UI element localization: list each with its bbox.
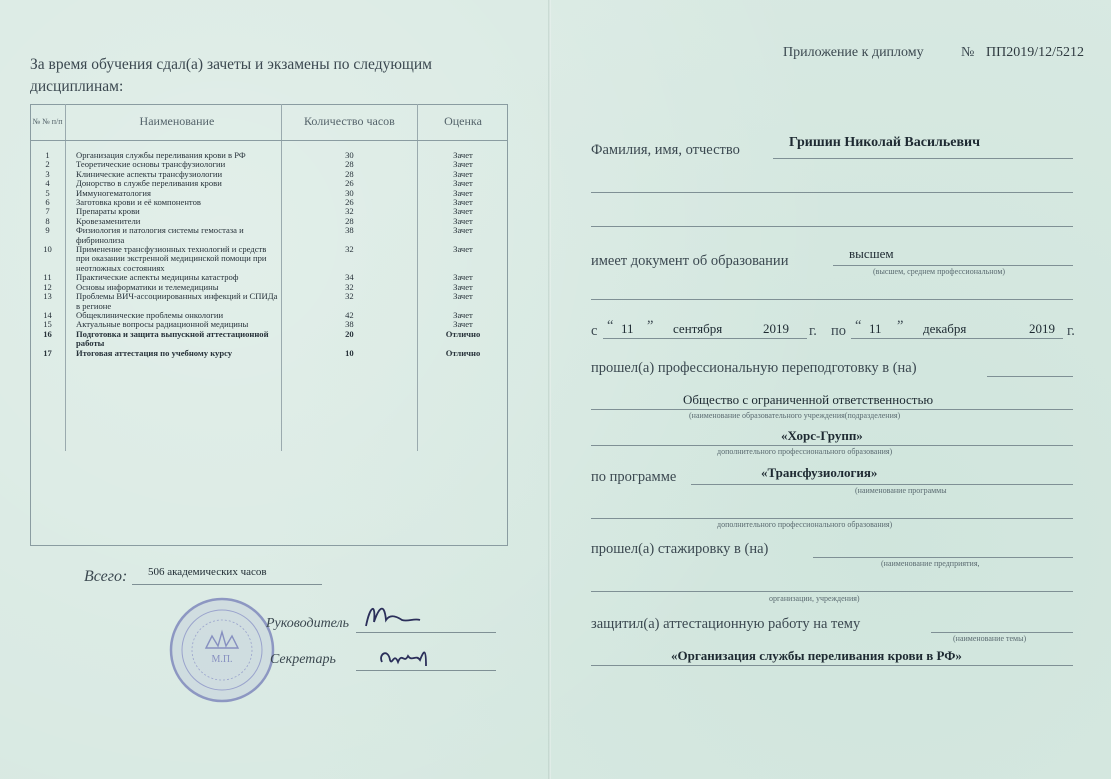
row-grade: Зачет xyxy=(453,281,473,292)
internship-line xyxy=(813,557,1073,558)
row-hours: 30 xyxy=(281,141,417,161)
row-grade: Отлично xyxy=(445,347,481,358)
row-hours: 26 xyxy=(281,179,417,188)
row-grade: Зачет xyxy=(453,309,473,320)
date-from-day: 11 xyxy=(621,321,634,336)
appendix-number: ПП2019/12/5212 xyxy=(986,45,1084,60)
quote-close-1: ” xyxy=(647,318,654,334)
edu-hint: (высшем, среднем профессиональном) xyxy=(873,267,1006,276)
row-number: 17 xyxy=(30,349,66,358)
row-discipline: Актуальные вопросы радиационной медицины xyxy=(66,320,282,329)
table-row xyxy=(30,349,508,358)
row-hours: 32 xyxy=(281,283,417,292)
intro-text: За время обучения сдал(а) зачеты и экзамены по следующим дисциплинам: xyxy=(30,56,432,95)
row-number: 2 xyxy=(30,160,66,169)
row-grade: Зачет xyxy=(453,215,473,226)
row-number: 13 xyxy=(30,292,66,311)
internship-hint-1: (наименование предприятия, xyxy=(881,559,980,568)
row-number: 1 xyxy=(30,141,66,161)
row-hours: 38 xyxy=(281,320,417,329)
edu-line xyxy=(833,265,1073,266)
program-value: «Трансфузиология» xyxy=(761,465,878,480)
table-header-row xyxy=(30,104,508,141)
row-number: 10 xyxy=(30,245,66,273)
row-number: 11 xyxy=(30,273,66,282)
total-value: 506 академических часов xyxy=(148,566,267,578)
org-line-2-underline xyxy=(591,445,1073,446)
row-grade: Зачет xyxy=(453,168,473,179)
grades-body xyxy=(30,141,508,451)
empty-cell xyxy=(281,358,417,451)
fio-label: Фамилия, имя, отчество xyxy=(591,142,740,158)
fio-line xyxy=(773,158,1073,159)
row-grade: Зачет xyxy=(453,187,473,198)
row-hours: 28 xyxy=(281,170,417,179)
row-number: 15 xyxy=(30,320,66,329)
row-hours: 10 xyxy=(281,349,417,358)
row-discipline: Итоговая аттестация по учебному курсу xyxy=(66,349,282,358)
row-discipline: Кровезаменители xyxy=(66,217,282,226)
date-from-year: 2019 xyxy=(763,321,789,336)
row-discipline: Практические аспекты медицины катастроф xyxy=(66,273,282,282)
internship-hint-2: организации, учреждения) xyxy=(769,594,860,603)
row-number: 4 xyxy=(30,179,66,188)
header-hours: Количество часов xyxy=(281,104,417,141)
program-hint-1: (наименование программы xyxy=(855,486,947,495)
table-row xyxy=(30,330,508,349)
program-label: по программе xyxy=(591,469,677,485)
program-line xyxy=(691,484,1073,485)
row-discipline: Подготовка и защита выпускной аттестационной работы xyxy=(66,330,282,349)
row-hours: 28 xyxy=(281,217,417,226)
fio-line-2 xyxy=(591,192,1073,193)
total-underline xyxy=(132,584,322,585)
row-number: 9 xyxy=(30,226,66,245)
row-grade: Зачет xyxy=(453,197,473,208)
thesis-value-line xyxy=(591,665,1073,666)
row-number: 5 xyxy=(30,189,66,198)
header-num: № № п/п xyxy=(30,104,66,141)
empty-cell xyxy=(417,358,508,451)
row-hours: 32 xyxy=(281,207,417,216)
table-row xyxy=(30,141,508,161)
table-row xyxy=(30,292,508,311)
head-sign-line xyxy=(356,632,496,633)
row-grade: Зачет xyxy=(453,206,473,217)
secretary-sign-line xyxy=(356,670,496,671)
row-grade: Отлично xyxy=(445,328,481,339)
grades-table xyxy=(30,104,508,451)
row-number: 8 xyxy=(30,217,66,226)
table-row xyxy=(30,245,508,273)
row-hours: 32 xyxy=(281,245,417,273)
row-hours: 32 xyxy=(281,292,417,311)
thesis-label: защитил(а) аттестационную работу на тему xyxy=(591,616,861,632)
row-discipline: Донорство в службе переливания крови xyxy=(66,179,282,188)
row-hours: 30 xyxy=(281,189,417,198)
edu-line-2 xyxy=(591,299,1073,300)
edu-value: высшем xyxy=(849,246,894,261)
program-hint-2: дополнительного профессионального образования) xyxy=(717,520,893,529)
row-discipline: Иммуногематология xyxy=(66,189,282,198)
row-grade: Зачет xyxy=(453,159,473,170)
internship-line-2 xyxy=(591,591,1073,592)
date-to-line xyxy=(851,338,1063,339)
year-suffix-1: г. xyxy=(809,323,817,339)
row-discipline: Заготовка крови и её компонентов xyxy=(66,198,282,207)
quote-close-2: ” xyxy=(897,318,904,334)
empty-cell xyxy=(66,358,282,451)
org-line-2: «Хорс-Групп» xyxy=(781,428,863,443)
row-discipline: Организация службы переливания крови в РФ xyxy=(66,141,282,161)
fio-line-3 xyxy=(591,226,1073,227)
row-grade: Зачет xyxy=(453,178,473,189)
row-grade: Зачет xyxy=(453,319,473,330)
date-from-month: сентября xyxy=(673,321,723,336)
row-hours: 34 xyxy=(281,273,417,282)
fio-value: Гришин Николай Васильевич xyxy=(789,135,981,150)
row-grade: Зачет xyxy=(453,244,473,255)
table-row xyxy=(30,226,508,245)
org-hint-2: дополнительного профессионального образования) xyxy=(717,447,893,456)
internship-label: прошел(а) стажировку в (на) xyxy=(591,541,769,557)
header-grade: Оценка xyxy=(417,104,508,141)
number-sign: № xyxy=(961,45,975,60)
thesis-value: «Организация службы переливания крови в РФ» xyxy=(671,648,962,663)
date-from-line xyxy=(603,338,807,339)
row-number: 3 xyxy=(30,170,66,179)
date-to-month: декабря xyxy=(923,321,967,336)
row-discipline: Препараты крови xyxy=(66,207,282,216)
retrain-label: прошел(а) профессиональную переподготовку в (на) xyxy=(591,360,917,376)
date-from-prefix: с xyxy=(591,323,598,339)
row-discipline: Общеклинические проблемы онкологии xyxy=(66,311,282,320)
row-grade: Зачет xyxy=(453,272,473,283)
table-empty-space xyxy=(30,358,508,451)
row-hours: 20 xyxy=(281,330,417,349)
quote-open-1: “ xyxy=(607,318,614,334)
year-suffix-2: г. xyxy=(1067,323,1075,339)
right-page xyxy=(551,0,1111,779)
org-hint-1: (наименование образовательного учреждения(подразделения) xyxy=(689,411,901,420)
retrain-line xyxy=(987,376,1073,377)
program-line-2 xyxy=(591,518,1073,519)
row-discipline: Физиология и патология системы гемостаза и фибринолиза xyxy=(66,226,282,245)
date-to-prefix: по xyxy=(831,323,847,339)
left-page xyxy=(0,0,548,779)
row-discipline: Основы информатики и телемедицины xyxy=(66,283,282,292)
row-discipline: Теоретические основы трансфузиологии xyxy=(66,160,282,169)
secretary-signature xyxy=(376,640,436,674)
empty-cell xyxy=(30,358,66,451)
org-line-1-underline xyxy=(591,409,1073,410)
row-hours: 42 xyxy=(281,311,417,320)
row-hours: 26 xyxy=(281,198,417,207)
seal-text: М.П. xyxy=(211,654,233,665)
row-number: 16 xyxy=(30,330,66,349)
row-discipline: Проблемы ВИЧ-ассоциированных инфекций и СПИДа в регионе xyxy=(66,292,282,311)
header-name: Наименование xyxy=(66,104,282,141)
row-discipline: Применение трансфузионных технологий и средств при оказании экстренной медицинской помощи при неотложных состояниях xyxy=(66,245,282,273)
org-line-1: Общество с ограниченной ответственностью xyxy=(683,392,934,407)
head-label: Руководитель xyxy=(266,616,350,631)
row-number: 6 xyxy=(30,198,66,207)
row-discipline: Клинические аспекты трансфузиологии xyxy=(66,170,282,179)
row-number: 14 xyxy=(30,311,66,320)
date-to-year: 2019 xyxy=(1029,321,1055,336)
total-label: Всего: xyxy=(84,568,128,585)
date-to-day: 11 xyxy=(869,321,882,336)
head-signature xyxy=(362,596,422,632)
secretary-label: Секретарь xyxy=(270,652,336,667)
row-hours: 28 xyxy=(281,160,417,169)
quote-open-2: “ xyxy=(855,318,862,334)
row-number: 12 xyxy=(30,283,66,292)
seal-stamp xyxy=(168,596,276,704)
row-grade: Зачет xyxy=(453,225,473,236)
row-grade: Зачет xyxy=(453,291,473,302)
row-number: 7 xyxy=(30,207,66,216)
row-grade: Зачет xyxy=(453,150,473,160)
thesis-hint: (наименование темы) xyxy=(953,634,1027,643)
row-hours: 38 xyxy=(281,226,417,245)
appendix-label: Приложение к диплому xyxy=(783,45,924,60)
thesis-line xyxy=(931,632,1073,633)
edu-label: имеет документ об образовании xyxy=(591,253,789,269)
